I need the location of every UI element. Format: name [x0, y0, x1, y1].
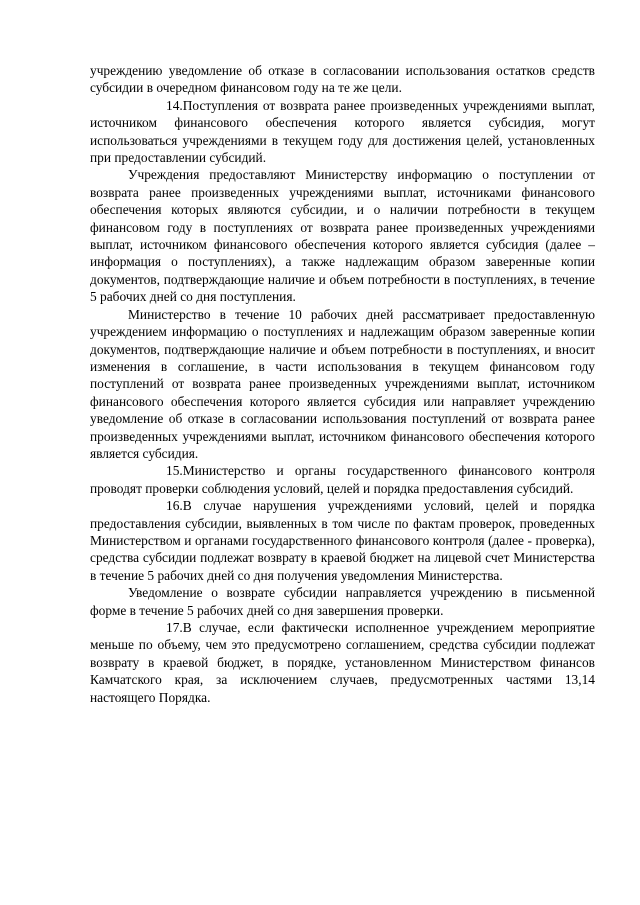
paragraph-number: 17. — [166, 620, 183, 635]
paragraph-number: 16. — [166, 498, 183, 514]
paragraph-15 — [90, 462, 595, 497]
paragraph-number: 15. — [166, 463, 183, 479]
paragraph-text: Уведомление о возврате субсидии направляется учреждению в письменной форме в течение 5 рабочих дней со дня завершения проверки. — [90, 585, 595, 618]
paragraph-text: Министерство и органы государственного финансового контроля проводят проверки соблюдения условий, целей и порядка предоставления субсидий. — [90, 463, 595, 496]
paragraph-text: Учреждения предоставляют Министерству информацию о поступлении от возврата ранее произведенных учреждениями выплат, источниками финансового обеспечения которых являются субсидии, и о наличии потребности в текущем финансовом году в поступлениях от возврата ранее произведенных учреждениями выплат, источником финансового обеспечения которого является субсидия (далее – информация о поступлениях), а также надлежащим образом заверенные копии документов, подтверждающие наличие и объем потребности в поступлениях, в течение 5 рабочих дней со дня поступления. — [90, 167, 595, 305]
paragraph-17 — [90, 619, 595, 706]
paragraph-text: Поступления от возврата ранее произведенных учреждениями выплат, источником финансового обеспечения которого является субсидия, могут использоваться учреждениями в текущем году для достижения целей, установленных при предоставлении субсидий. — [90, 97, 595, 166]
paragraph-continuation — [90, 62, 595, 97]
paragraph-text: учреждению уведомление об отказе в согласовании использования остатков средств субсидии в очередном финансовом году на те же цели. — [90, 63, 595, 96]
paragraph-16 — [90, 497, 595, 584]
document-page — [90, 62, 595, 706]
paragraph-14-info — [90, 166, 595, 305]
paragraph-number: 14. — [166, 97, 183, 113]
paragraph-text: В случае, если фактически исполненное учреждением мероприятие меньше по объему, чем это предусмотрено соглашением, средства субсидии подлежат возврату в краевой бюджет, в порядке, установленном Министерством финансов Камчатского края, за исключением случаев, предусмотренных частями 13,14 настоящего Порядка. — [90, 620, 595, 705]
paragraph-14 — [90, 97, 595, 167]
paragraph-text: В случае нарушения учреждениями условий, целей и порядка предоставления субсидии, выявленных в том числе по фактам проверок, проведенных Министерством и органами государственного финансового контроля (далее - проверка), средства субсидии подлежат возврату в краевой бюджет на лицевой счет Министерства в течение 5 рабочих дней со дня получения уведомления Министерства. — [90, 498, 595, 583]
paragraph-16-notice — [90, 584, 595, 619]
paragraph-14-ministry — [90, 306, 595, 463]
paragraph-text: Министерство в течение 10 рабочих дней рассматривает предоставленную учреждением информацию о поступлениях и надлежащим образом заверенные копии документов, подтверждающие наличие и объем потребности в поступлениях, и вносит изменения в соглашение, в части использования в текущем финансовом году поступлений от возврата ранее произведенных учреждениями выплат, источником финансового обеспечения которого является субсидия или направляет учреждению уведомление об отказе в согласовании использования поступлений от возврата ранее произведенных учреждениями выплат, источником финансового обеспечения которого является субсидия. — [90, 306, 595, 461]
